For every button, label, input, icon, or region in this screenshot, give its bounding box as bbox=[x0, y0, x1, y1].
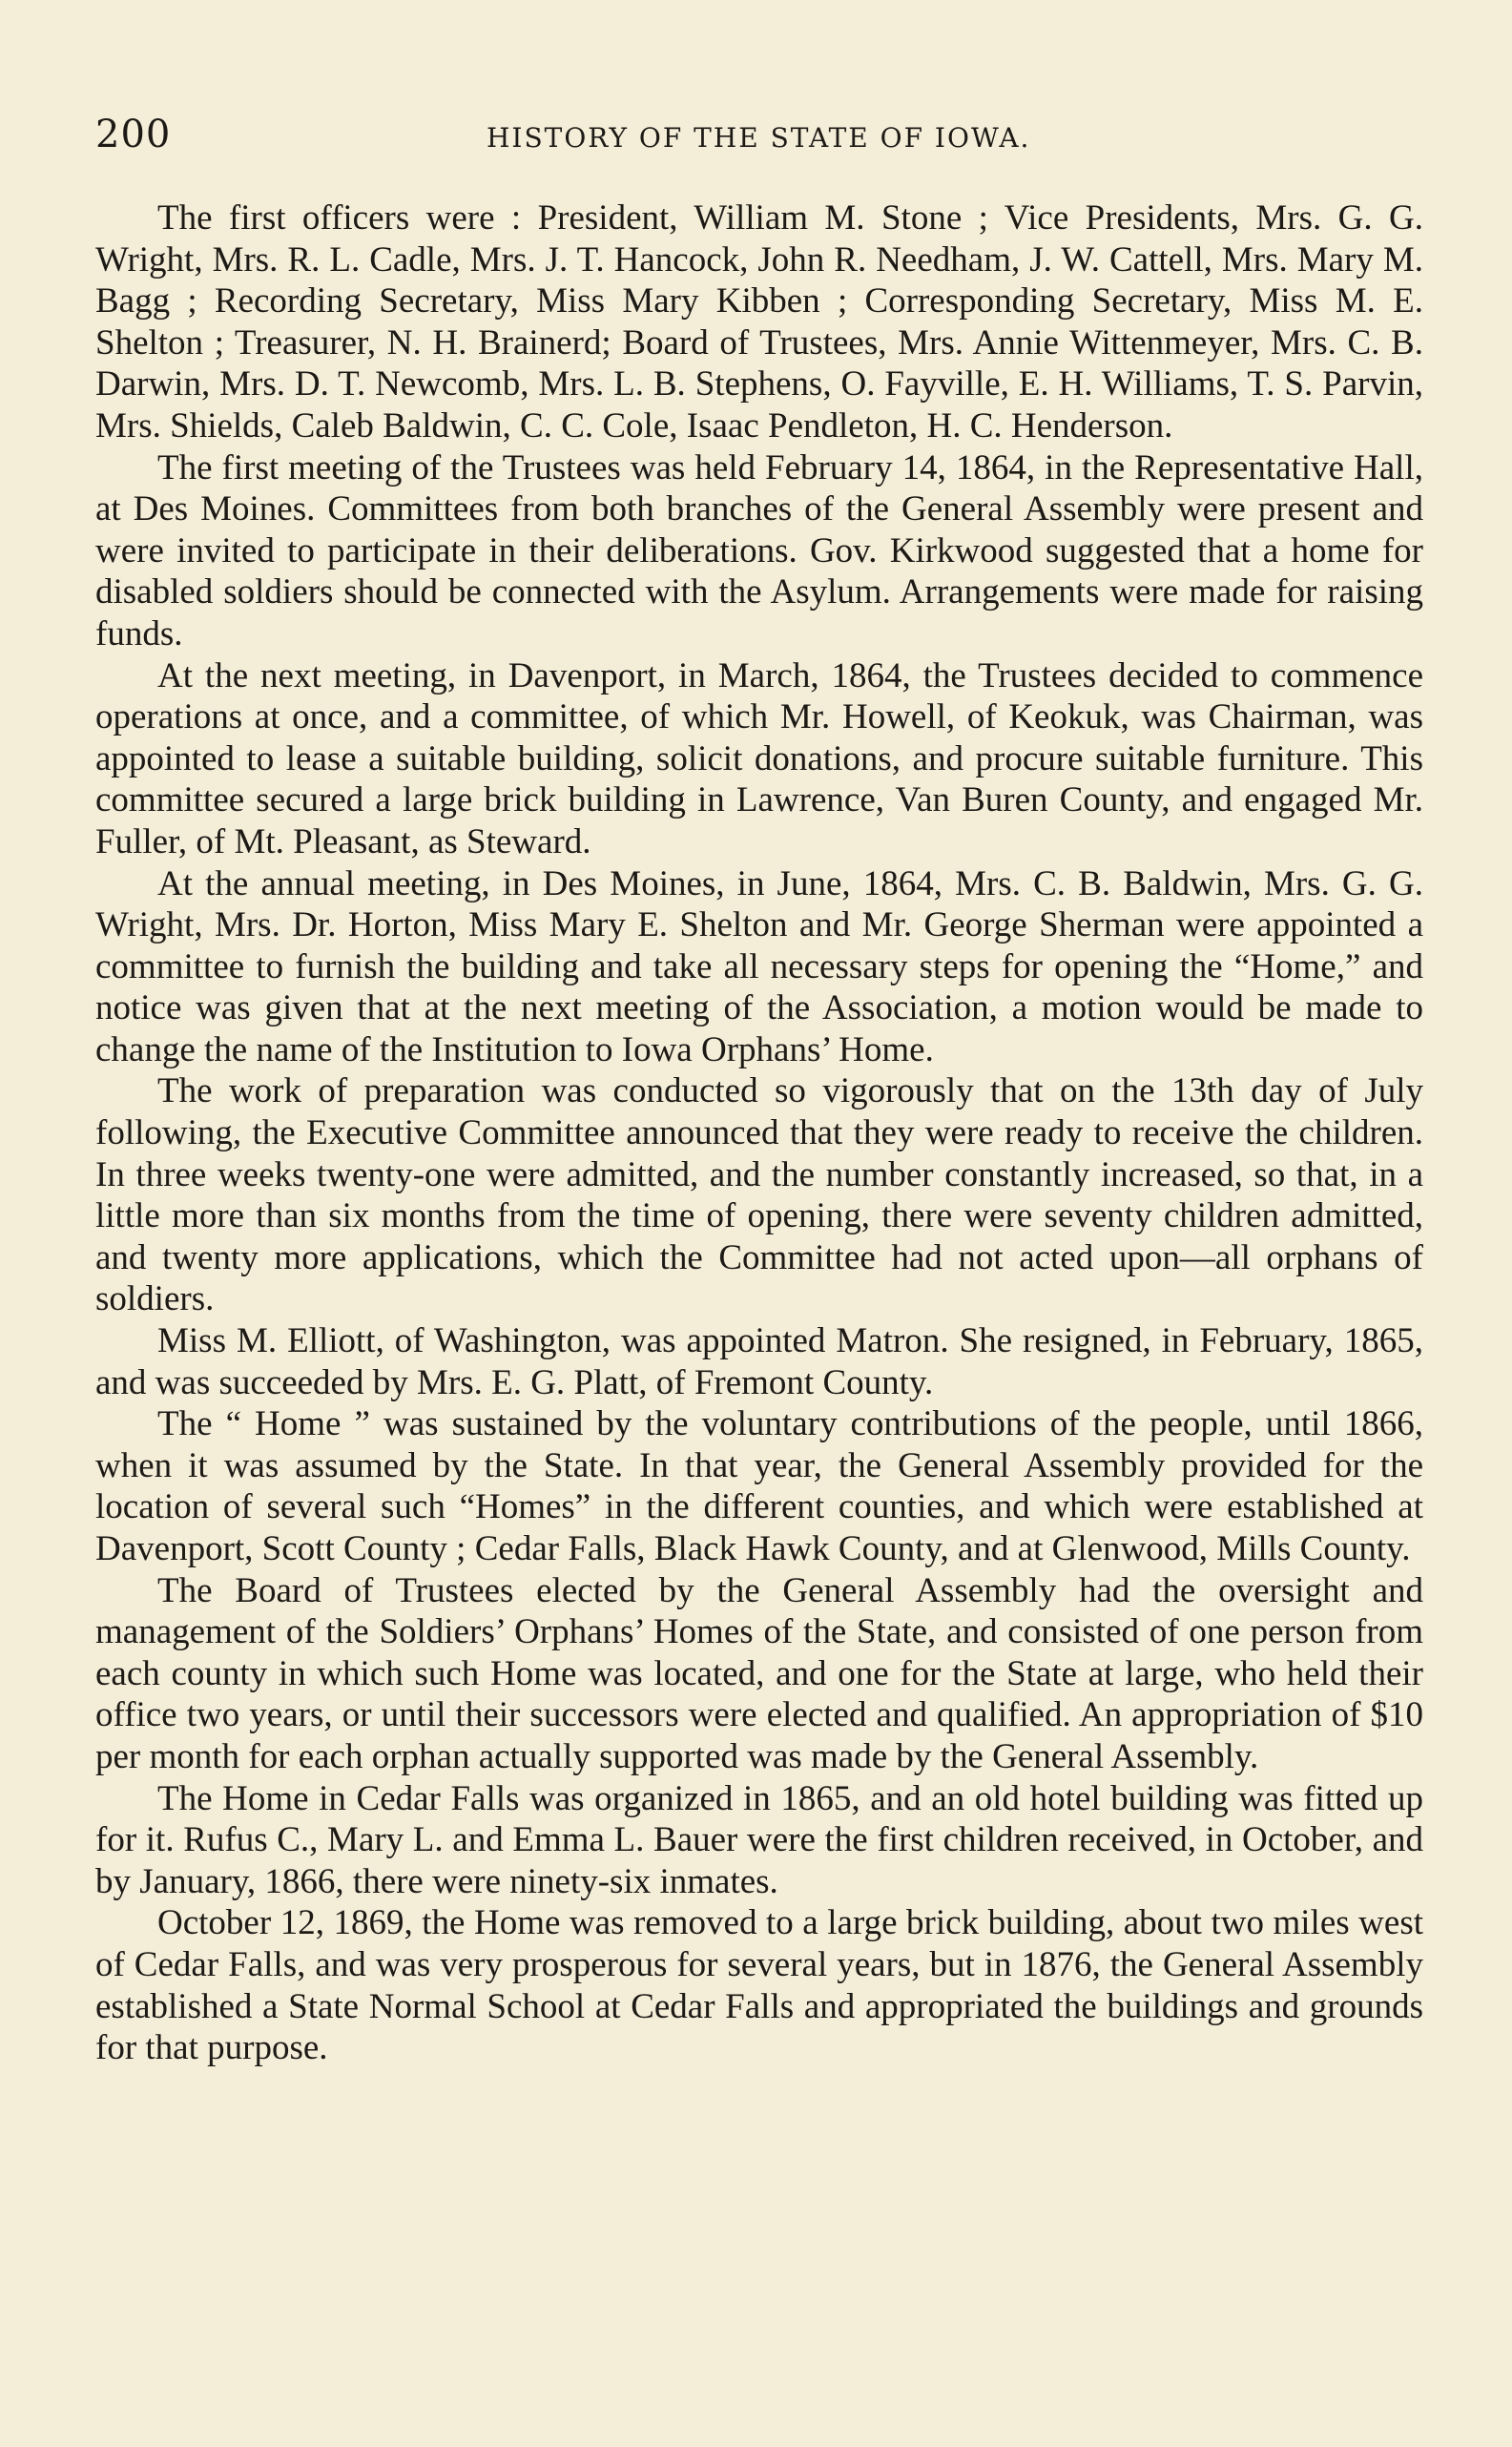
body-text bbox=[95, 197, 1423, 2069]
paragraph-annual-meeting: At the annual meeting, in Des Moines, in June, 1864, Mrs. C. B. Baldwin, Mrs. G. G. Wright, Mrs. Dr. Horton, Miss Mary E. Shelton and Mr. George Sherman were appointed a committee to furnish the building and take all necessary steps for opening the “Home,” and notice was given that at the next meeting of the Association, a motion would be made to change the name of the Institution to Iowa Orphans’ Home. bbox=[95, 863, 1423, 1069]
running-title: HISTORY OF THE STATE OF IOWA. bbox=[487, 122, 1031, 154]
paragraph-cedar-falls-home: The Home in Cedar Falls was organized in 1865, and an old hotel building was fitted up for it. Rufus C., Mary L. and Emma L. Bauer were the first children received, in October, and by January, 1866, there were ninety-six inmates. bbox=[95, 1778, 1423, 1901]
paragraph-first-meeting: The first meeting of the Trustees was held February 14, 1864, in the Representative Hall, at Des Moines. Committees from both branches of the General Assembly were present and were invited to participate in their deliberations. Gov. Kirkwood suggested that a home for disabled soldiers should be connected with the Asylum. Arrangements were made for raising funds. bbox=[95, 447, 1423, 653]
paragraph-davenport-meeting: At the next meeting, in Davenport, in March, 1864, the Trustees decided to commence operations at once, and a committee, of which Mr. Howell, of Keokuk, was Chairman, was appointed to lease a suitable building, solicit donations, and procure suitable furniture. This committee secured a large brick building in Lawrence, Van Buren County, and engaged Mr. Fuller, of Mt. Pleasant, as Steward. bbox=[95, 655, 1423, 861]
paragraph-first-officers: The first officers were : President, William M. Stone ; Vice Presidents, Mrs. G. G. Wright, Mrs. R. L. Cadle, Mrs. J. T. Hancock, John R. Needham, J. W. Cattell, Mrs. Mary M. Bagg ; Recording Secretary, Miss Mary Kibben ; Corresponding Secretary, Miss M. E. Shelton ; Treasurer, N. H. Brainerd; Board of Trustees, Mrs. Annie Wittenmeyer, Mrs. C. B. Darwin, Mrs. D. T. Newcomb, Mrs. L. B. Stephens, O. Fayville, E. H. Williams, T. S. Parvin, Mrs. Shields, Caleb Baldwin, C. C. Cole, Isaac Pendleton, H. C. Henderson. bbox=[95, 198, 1423, 446]
page-number: 200 bbox=[95, 113, 172, 156]
paragraph-matron: Miss M. Elliott, of Washington, was appointed Matron. She resigned, in February, 1865, and was succeeded by Mrs. E. G. Platt, of Fremont County. bbox=[95, 1321, 1423, 1402]
paragraph-board-of-trustees: The Board of Trustees elected by the General Assembly had the oversight and management of the Soldiers’ Orphans’ Homes of the State, and consisted of one person from each county in which such Home was located, and one for the State at large, who held their office two years, or until their successors were elected and qualified. An appropriation of $10 per month for each orphan actually supported was made by the General Assembly. bbox=[95, 1570, 1423, 1776]
running-head bbox=[95, 113, 1426, 160]
paragraph-preparation: The work of preparation was conducted so vigorously that on the 13th day of July following, the Executive Committee announced that they were ready to receive the children. In three weeks twenty-one were admitted, and the number constantly increased, so that, in a little more than six months from the time of opening, there were seventy children admitted, and twenty more applications, which the Committee had not acted upon—all orphans of soldiers. bbox=[95, 1071, 1423, 1319]
paragraph-home-removed: October 12, 1869, the Home was removed to a large brick building, about two miles west of Cedar Falls, and was very prosperous for several years, but in 1876, the General Assembly established a State Normal School at Cedar Falls and appropriated the buildings and grounds for that purpose. bbox=[95, 1903, 1423, 2068]
paragraph-home-sustained: The “ Home ” was sustained by the voluntary contributions of the people, until 1866, when it was assumed by the State. In that year, the General Assembly provided for the location of several such “Homes” in the different counties, and which were established at Davenport, Scott County ; Cedar Falls, Black Hawk County, and at Glenwood, Mills County. bbox=[95, 1404, 1423, 1568]
